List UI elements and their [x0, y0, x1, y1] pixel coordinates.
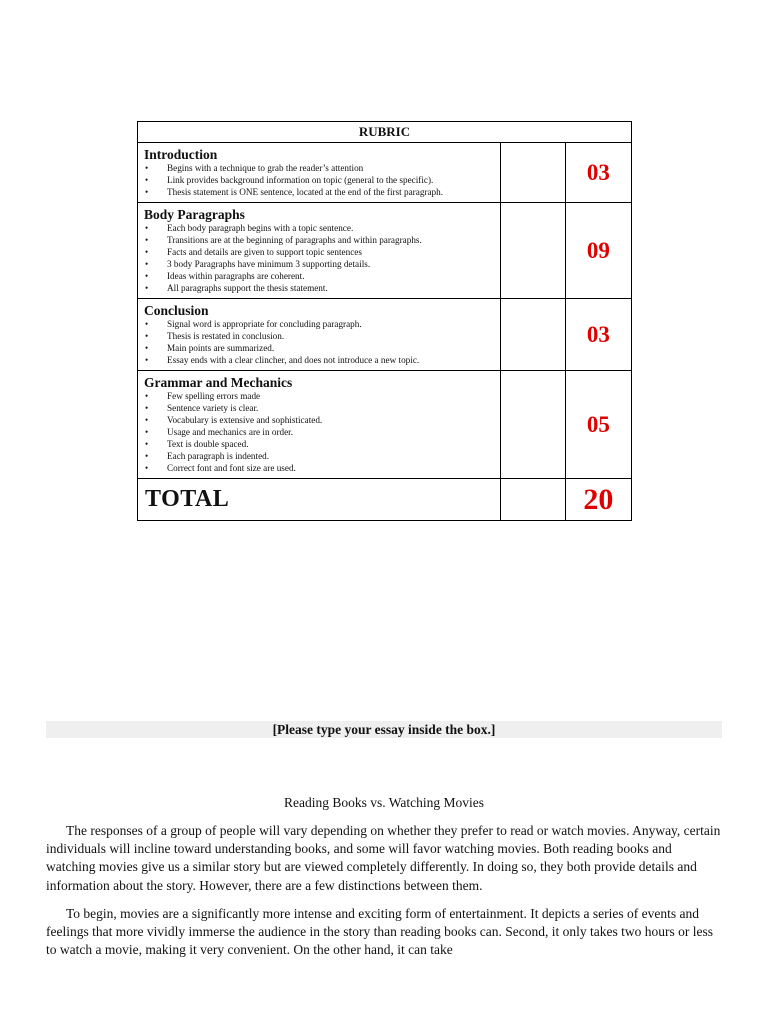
criterion-item: • Sentence variety is clear. [144, 402, 496, 414]
rubric-section-cell [138, 203, 501, 299]
score-grammar-mechanics: 05 [565, 371, 631, 479]
blank-cell [500, 299, 565, 371]
criterion-item: • 3 body Paragraphs have minimum 3 supporting details. [144, 258, 496, 270]
criterion-item: • Vocabulary is extensive and sophisticated. [144, 414, 496, 426]
rubric-title: RUBRIC [138, 122, 632, 143]
criteria-list [144, 318, 496, 366]
score-introduction: 03 [565, 143, 631, 203]
blank-cell [500, 479, 565, 521]
section-title-grammar-mechanics: Grammar and Mechanics [144, 375, 293, 390]
criterion-item: • Few spelling errors made [144, 390, 496, 402]
criterion-item: • Essay ends with a clear clincher, and does not introduce a new topic. [144, 354, 496, 366]
rubric-row-conclusion [138, 299, 632, 371]
section-title-introduction: Introduction [144, 147, 218, 162]
rubric-section-cell [138, 143, 501, 203]
criterion-item: • Thesis is restated in conclusion. [144, 330, 496, 342]
rubric-row-body-paragraphs [138, 203, 632, 299]
criterion-item: • Main points are summarized. [144, 342, 496, 354]
total-label: TOTAL [138, 479, 501, 521]
blank-cell [500, 203, 565, 299]
essay-instruction: [Please type your essay inside the box.] [46, 721, 722, 738]
criterion-item: • Transitions are at the beginning of paragraphs and within paragraphs. [144, 234, 496, 246]
section-title-conclusion: Conclusion [144, 303, 209, 318]
criterion-item: • Thesis statement is ONE sentence, located at the end of the first paragraph. [144, 186, 496, 198]
criterion-item: • Correct font and font size are used. [144, 462, 496, 474]
total-score: 20 [565, 479, 631, 521]
rubric-section-cell [138, 371, 501, 479]
criteria-list [144, 390, 496, 474]
rubric-row-introduction [138, 143, 632, 203]
section-title-body-paragraphs: Body Paragraphs [144, 207, 245, 222]
score-conclusion: 03 [565, 299, 631, 371]
criterion-item: • Ideas within paragraphs are coherent. [144, 270, 496, 282]
criterion-item: • Usage and mechanics are in order. [144, 426, 496, 438]
rubric-section-cell [138, 299, 501, 371]
rubric-table [137, 121, 632, 521]
criteria-list [144, 222, 496, 294]
criterion-item: • Signal word is appropriate for concluding paragraph. [144, 318, 496, 330]
essay-title[interactable]: Reading Books vs. Watching Movies [283, 795, 485, 810]
rubric-row-grammar-mechanics [138, 371, 632, 479]
essay-paragraph[interactable]: The responses of a group of people will vary depending on whether they prefer to read or watch movies. Anyway, certain individuals will incline toward understanding books, and some will favor watching movies. Both reading books and watching movies give us a similar story but are viewed completely differently. In doing so, they both provide details and information about the story. However, there are a few distinctions between them. [46, 823, 721, 893]
essay-paragraph[interactable]: To begin, movies are a significantly more intense and exciting form of entertainment. It depicts a series of events and feelings that more vividly immerse the audience in the story than reading books can. Second, it only takes two hours or less to watch a movie, making it very convenient. On the other hand, it can take [46, 905, 713, 958]
blank-cell [500, 143, 565, 203]
criterion-item: • Each paragraph is indented. [144, 450, 496, 462]
criterion-item: • Begins with a technique to grab the reader’s attention [144, 162, 496, 174]
criterion-item: • Facts and details are given to support topic sentences [144, 246, 496, 258]
rubric-row-total [138, 479, 632, 521]
criteria-list [144, 162, 496, 198]
criterion-item: • Text is double spaced. [144, 438, 496, 450]
score-body-paragraphs: 09 [565, 203, 631, 299]
essay-text-area[interactable] [46, 822, 722, 969]
blank-cell [500, 371, 565, 479]
criterion-item: • Each body paragraph begins with a topic sentence. [144, 222, 496, 234]
criterion-item: • All paragraphs support the thesis statement. [144, 282, 496, 294]
criterion-item: • Link provides background information on topic (general to the specific). [144, 174, 496, 186]
